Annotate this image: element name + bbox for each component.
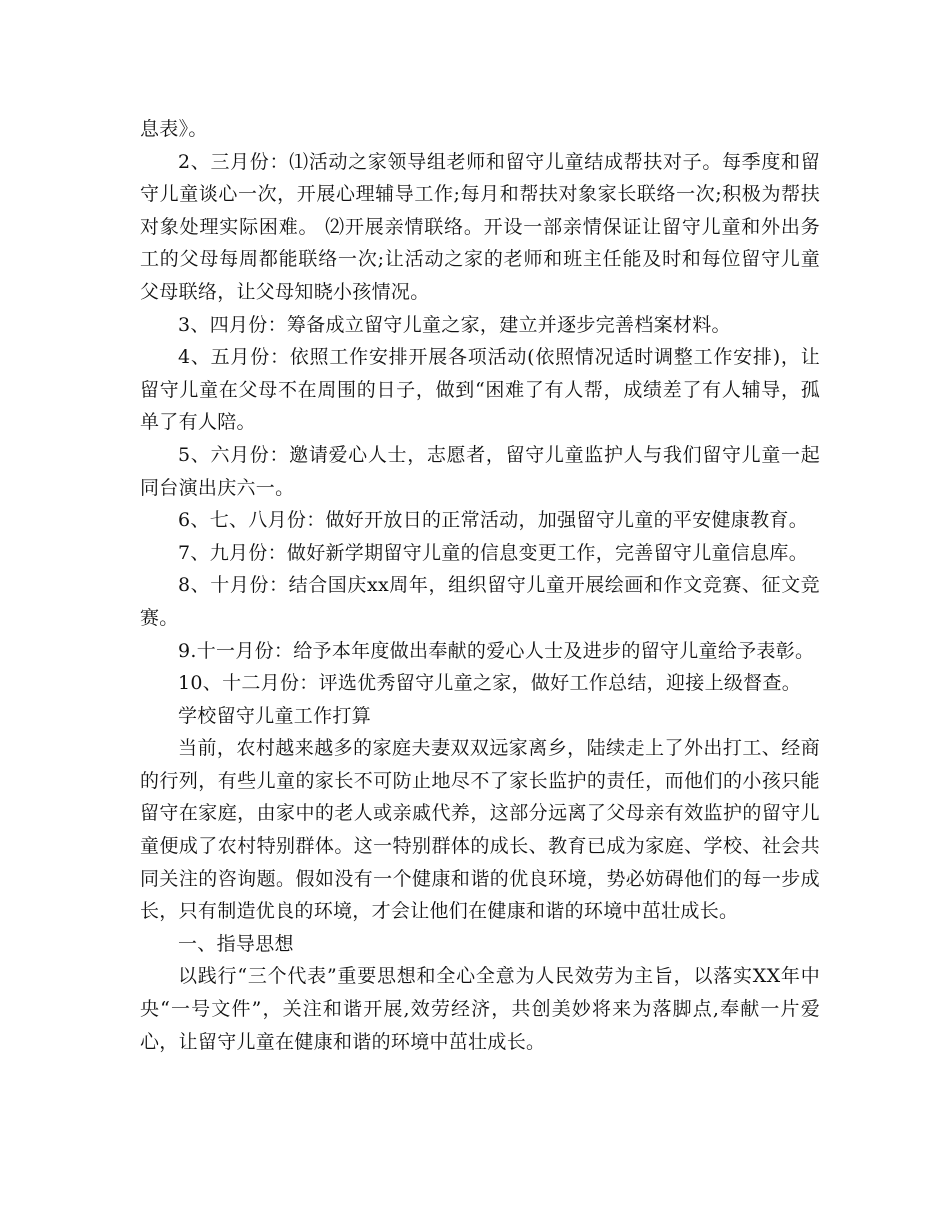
paragraph-may: 4、五月份：依照工作安排开展各项活动(依照情况适时调整工作安排)，让留守儿童在父母不在周围的日子，做到“困难了有人帮，成绩差了有人辅导，孤单了有人陪。 xyxy=(140,346,820,434)
paragraph-july-august: 6、七、八月份：做好开放日的正常活动，加强留守儿童的平安健康教育。 xyxy=(178,509,808,532)
section-title: 学校留守儿童工作打算 xyxy=(178,704,372,727)
document-body xyxy=(140,113,820,1058)
paragraph-april: 3、四月份：筹备成立留守儿童之家，建立并逐步完善档案材料。 xyxy=(178,313,731,336)
paragraph-guiding-ideology: 以践行“三个代表”重要思想和全心全意为人民效劳为主旨，以落实XX年中央“一号文件”，关注和谐开展,效劳经济，共创美妙将来为落脚点,奉献一片爱心，让留守儿童在健康和谐的环境中茁壮成长。 xyxy=(140,965,820,1053)
paragraph-november: 9.十一月份：给予本年度做出奉献的爱心人士及进步的留守儿童给予表彰。 xyxy=(178,639,815,662)
paragraph-background: 当前，农村越来越多的家庭夫妻双双远家离乡，陆续走上了外出打工、经商的行列，有些儿童的家长不可防止地尽不了家长监护的责任，而他们的小孩只能留守在家庭，由家中的老人或亲戚代养，这部分远离了父母亲有效监护的留守儿童便成了农村特别群体。这一特别群体的成长、教育已成为家庭、学校、社会共同关注的咨询题。假如没有一个健康和谐的优良环境，势必妨碍他们的每一步成长，只有制造优良的环境，才会让他们在健康和谐的环境中茁壮成长。 xyxy=(140,737,820,923)
paragraph-october: 8、十月份：结合国庆xx周年，组织留守儿童开展绘画和作文竞赛、征文竞赛。 xyxy=(140,574,820,629)
paragraph-june: 5、六月份：邀请爱心人士，志愿者，留守儿童监护人与我们留守儿童一起同台演出庆六一。 xyxy=(140,443,820,499)
paragraph-september: 7、九月份：做好新学期留守儿童的信息变更工作，完善留守儿童信息库。 xyxy=(178,541,808,564)
paragraph-december: 10、十二月份：评选优秀留守儿童之家，做好工作总结，迎接上级督查。 xyxy=(178,672,802,695)
heading-guiding-ideology: 一、指导思想 xyxy=(178,932,294,955)
paragraph-march: 2、三月份：⑴活动之家领导组老师和留守儿童结成帮扶对子。每季度和留守儿童谈心一次，开展心理辅导工作;每月和帮扶对象家长联络一次;积极为帮扶对象处理实际困难。 ⑵开展亲情联络。开设一部亲情保证让留守儿童和外出务工的父母每周都能联络一次;让活动之家的老师和班主任能及时和每位留守儿童父母联络，让父母知晓小孩情况。 xyxy=(140,150,820,303)
paragraph-table-continuation: 息表》。 xyxy=(140,118,208,140)
